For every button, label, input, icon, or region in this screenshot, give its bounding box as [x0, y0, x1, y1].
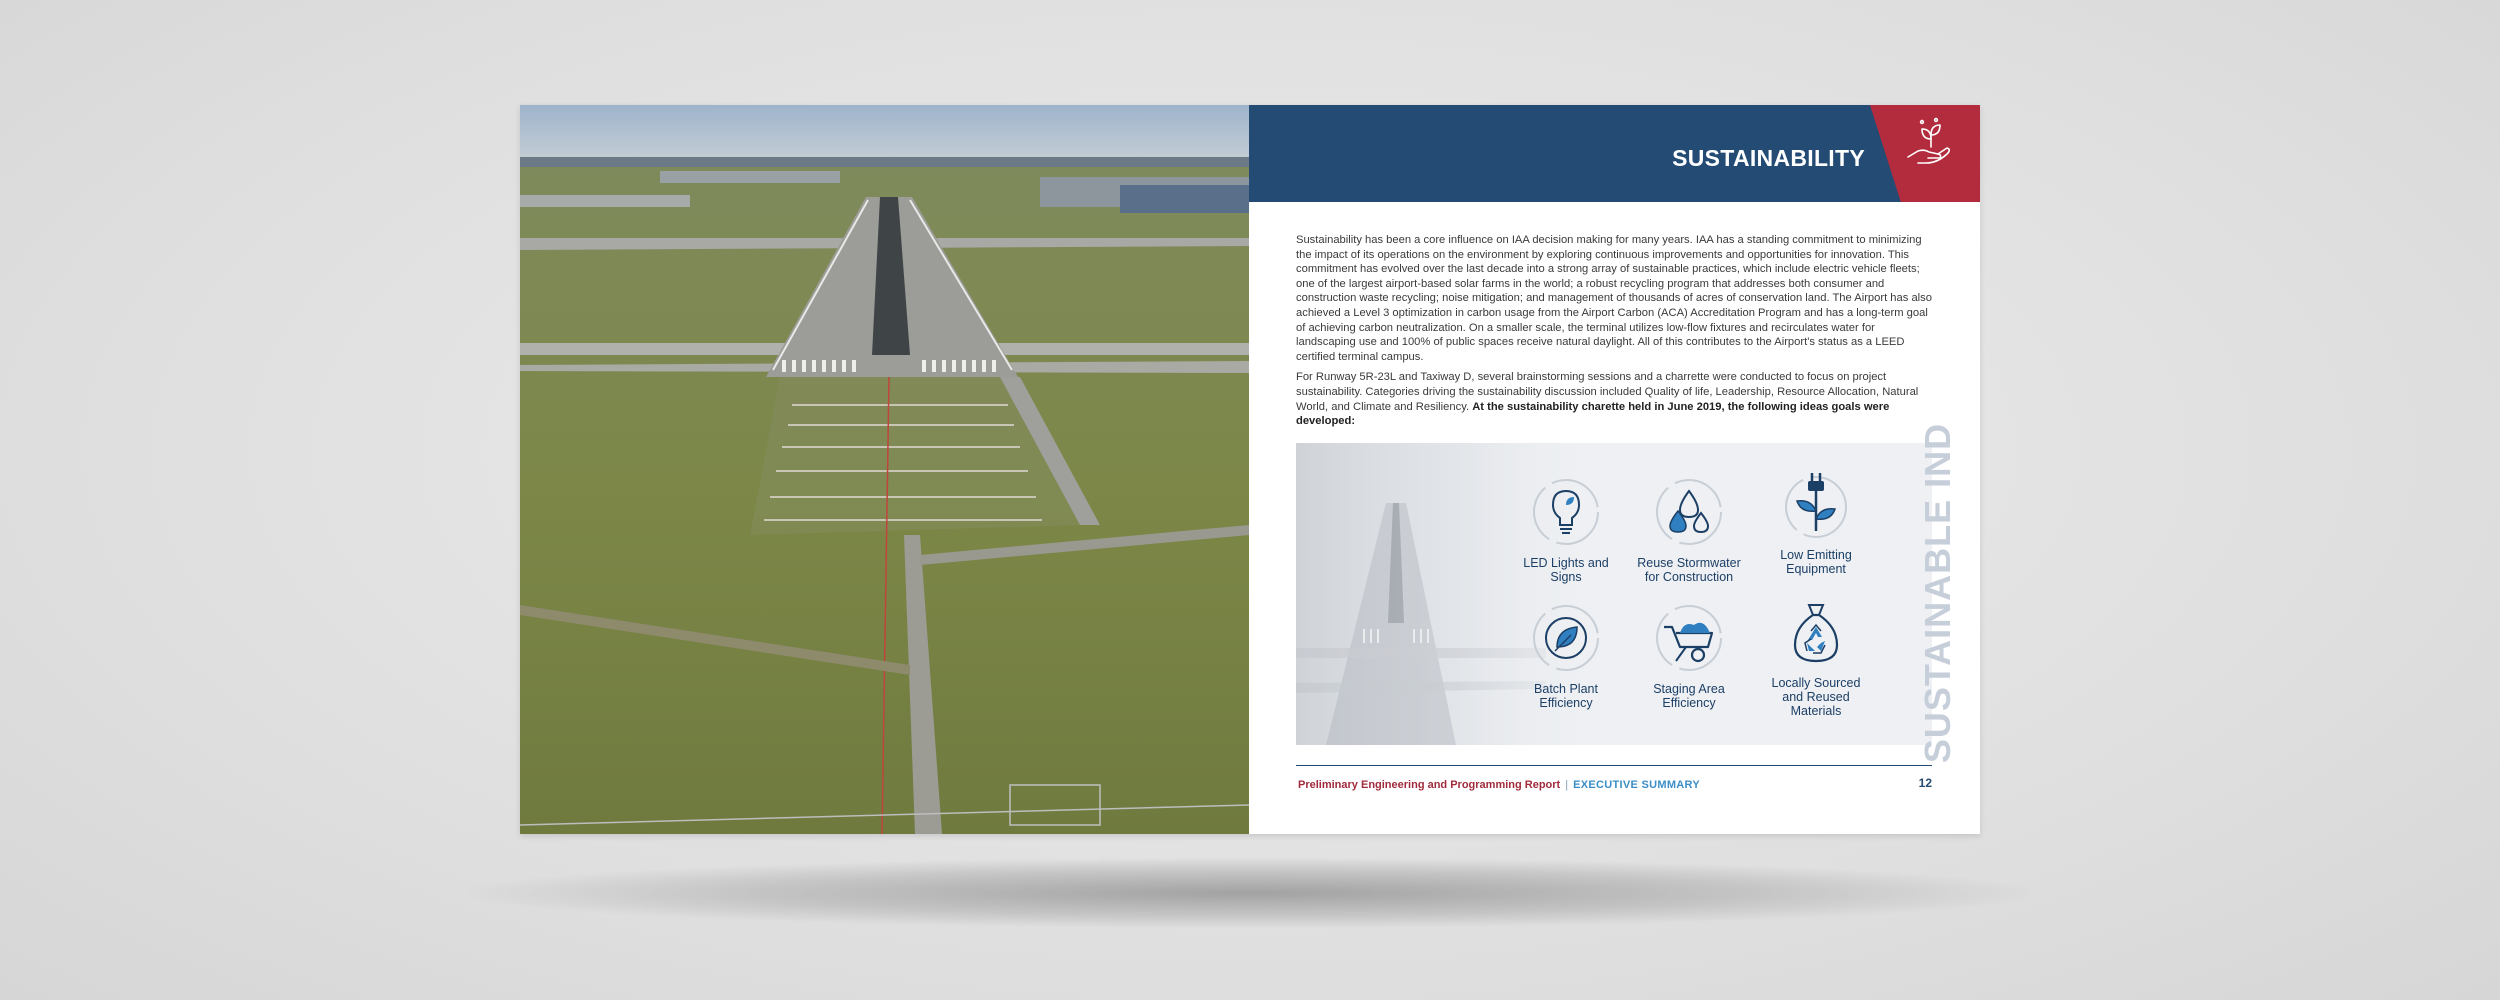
recycle-bag-icon — [1781, 597, 1851, 667]
idea-led-lights — [1511, 477, 1621, 584]
idea-label: Low Emitting Equipment — [1780, 548, 1852, 576]
paragraph-charrette-text: For Runway 5R-23L and Taxiway D, several brainstorming sessions and a charrette were conducted to focus on project sustainability. Categories driving the sustainability discussion included Quality of life, Leadership, Resource Allocation, Natural World, and Climate and Resiliency. — [1296, 371, 1919, 413]
water-drops-icon — [1654, 477, 1724, 547]
lightbulb-leaf-icon — [1531, 477, 1601, 547]
runway-aerial-photo — [520, 105, 1249, 834]
paragraph-charrette-bold: At the sustainability charette held in June 2019, the following ideas goals were developed: — [1296, 400, 1890, 428]
wheelbarrow-icon — [1654, 603, 1724, 673]
brochure-spread — [520, 105, 1980, 834]
idea-label: Reuse Stormwater for Construction — [1637, 556, 1741, 584]
idea-label: Staging Area Efficiency — [1653, 682, 1725, 710]
footer-rule — [1296, 765, 1932, 766]
footer-separator: | — [1565, 779, 1569, 791]
idea-staging-area — [1634, 603, 1744, 710]
idea-label: Locally Sourced and Reused Materials — [1771, 676, 1861, 718]
page-drop-shadow — [470, 858, 2030, 928]
vertical-watermark-text: SUSTAINABLE IND — [1917, 422, 1958, 764]
footer-report-title: Preliminary Engineering and Programming Report — [1298, 779, 1561, 791]
idea-batch-plant — [1511, 603, 1621, 710]
paragraph-intro: Sustainability has been a core influence on IAA decision making for many years. IAA has a standing commitment to minimizing the impact of its operations on the environment by exploring continuous improvements and opportunities for innovation. This commitment has evolved over the last decade into a strong array of sustainable practices, which include electric vehicle fleets; one of the largest airport-based solar farms in the world; a robust recycling program that addresses both consumer and construction waste recycling; noise mitigation; and management of thousands of acres of conservation land. The Airport has also achieved a Level 3 optimization in carbon usage from the Airport Carbon (ACA) Accreditation Program and has a long-term goal of achieving carbon neutralization. On a smaller scale, the terminal utilizes low-flow fixtures and recirculates water for landscaping use and 100% of public spaces receive natural daylight. All of this contributes to the Airport's status as a LEED certified terminal campus. — [1296, 234, 1932, 363]
plug-plant-icon — [1781, 469, 1851, 539]
section-banner — [1249, 105, 1980, 202]
hand-plant-icon — [1898, 111, 1958, 171]
leaf-icon — [1531, 603, 1601, 673]
sustainability-ideas-panel — [1296, 422, 1958, 764]
section-title: SUSTAINABILITY — [1672, 145, 1865, 171]
idea-label: LED Lights and Signs — [1523, 556, 1609, 584]
idea-reuse-stormwater — [1634, 477, 1744, 584]
paragraph-charrette — [1296, 370, 1932, 428]
idea-locally-sourced — [1761, 597, 1871, 718]
footer-left — [1298, 779, 1700, 791]
footer-section-name: EXECUTIVE SUMMARY — [1573, 779, 1701, 791]
idea-low-emitting — [1761, 469, 1871, 576]
content-page — [1249, 105, 1980, 834]
page-number: 12 — [1918, 776, 1932, 790]
body-text — [1296, 233, 1932, 435]
idea-label: Batch Plant Efficiency — [1534, 682, 1598, 710]
